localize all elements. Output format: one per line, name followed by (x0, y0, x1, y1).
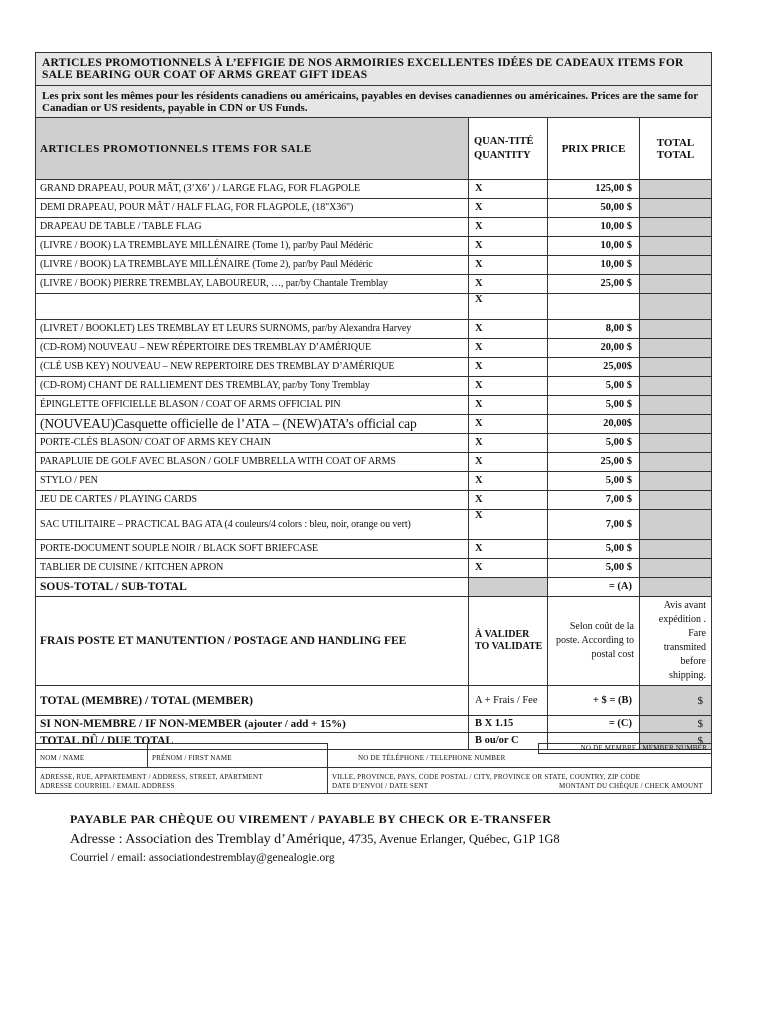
item-total-input[interactable] (640, 491, 712, 510)
item-price: 20,00$ (548, 415, 640, 434)
city-label: VILLE, PROVINCE, PAYS, CODE POSTAL / CITY, PROVINCE OR STATE, COUNTRY, ZIP CODE (332, 773, 641, 781)
item-quantity-input[interactable]: X (469, 396, 548, 415)
column-header-items: ARTICLES PROMOTIONNELS ITEMS FOR SALE (36, 118, 469, 180)
item-price: 8,00 $ (548, 320, 640, 339)
item-row (36, 453, 712, 472)
cheque-amount-label: MONTANT DU CHÈQUE / CHECK AMOUNT (559, 782, 703, 790)
item-quantity-input[interactable]: X (469, 540, 548, 559)
item-price: 10,00 $ (548, 256, 640, 275)
payment-footer (70, 812, 710, 864)
item-quantity-input[interactable]: X (469, 199, 548, 218)
item-name (36, 294, 469, 320)
item-name: DRAPEAU DE TABLE / TABLE FLAG (36, 218, 469, 237)
item-name: (LIVRET / BOOKLET) LES TREMBLAY ET LEURS SURNOMS, par/by Alexandra Harvey (36, 320, 469, 339)
item-total-input[interactable] (640, 218, 712, 237)
payment-method: PAYABLE PAR CHÈQUE OU VIREMENT / PAYABLE BY CHECK OR E-TRANSFER (70, 812, 552, 826)
item-price: 7,00 $ (548, 491, 640, 510)
first-name-field[interactable]: PRÉNOM / FIRST NAME (148, 754, 328, 768)
item-name: STYLO / PEN (36, 472, 469, 491)
item-price: 50,00 $ (548, 199, 640, 218)
member-total-eq: + $ = (B) (548, 686, 640, 716)
item-name: (LIVRE / BOOK) PIERRE TREMBLAY, LABOUREUR, …, par/by Chantale Tremblay (36, 275, 469, 294)
item-quantity-input[interactable]: X (469, 415, 548, 434)
item-name: TABLIER DE CUISINE / KITCHEN APRON (36, 559, 469, 578)
item-price: 5,00 $ (548, 472, 640, 491)
address-label: ADRESSE, RUE, APPARTEMENT / ADDRESS, STREET, APARTMENT (40, 773, 263, 781)
item-total-input[interactable] (640, 358, 712, 377)
item-name: JEU DE CARTES / PLAYING CARDS (36, 491, 469, 510)
item-price: 5,00 $ (548, 396, 640, 415)
item-quantity-input[interactable]: X (469, 339, 548, 358)
item-quantity-input[interactable]: X (469, 180, 548, 199)
item-row (36, 559, 712, 578)
due-total-formula: B ou/or C (469, 733, 548, 750)
item-total-input[interactable] (640, 377, 712, 396)
item-total-input[interactable] (640, 320, 712, 339)
item-row (36, 320, 712, 339)
item-total-input[interactable] (640, 199, 712, 218)
phone-top (328, 744, 539, 754)
item-total-input[interactable] (640, 180, 712, 199)
item-total-input[interactable] (640, 275, 712, 294)
customer-info-table (35, 743, 712, 794)
item-name: PORTE-DOCUMENT SOUPLE NOIR / BLACK SOFT BRIEFCASE (36, 540, 469, 559)
item-row (36, 510, 712, 540)
item-price: 5,00 $ (548, 559, 640, 578)
item-total-input[interactable] (640, 453, 712, 472)
date-sent-label: DATE D’ENVOI / DATE SENT (332, 782, 429, 790)
item-price: 10,00 $ (548, 218, 640, 237)
item-price: 25,00 $ (548, 275, 640, 294)
item-row (36, 540, 712, 559)
item-total-input[interactable] (640, 237, 712, 256)
name-top-left (36, 744, 148, 754)
item-quantity-input[interactable]: X (469, 218, 548, 237)
item-row (36, 472, 712, 491)
item-name: (CLÉ USB KEY) NOUVEAU – NEW REPERTOIRE DES TREMBLAY D’AMÉRIQUE (36, 358, 469, 377)
item-name: DEMI DRAPEAU, POUR MÂT / HALF FLAG, FOR FLAGPOLE, (18"X36") (36, 199, 469, 218)
member-total-input[interactable]: $ (640, 686, 712, 716)
item-row (36, 275, 712, 294)
item-price: 5,00 $ (548, 540, 640, 559)
item-row (36, 218, 712, 237)
item-price (548, 294, 640, 320)
member-total-label: TOTAL (MEMBRE) / TOTAL (MEMBER) (36, 686, 469, 716)
item-row (36, 237, 712, 256)
form-title: ARTICLES PROMOTIONNELS À L’EFFIGIE DE NOS ARMOIRIES EXCELLENTES IDÉES DE CADEAUX ITEMS FOR SALE BEARING OUR COAT OF ARMS GREAT GIFT IDEAS (36, 53, 712, 86)
item-total-input[interactable] (640, 472, 712, 491)
item-total-input[interactable] (640, 559, 712, 578)
first-name-top (148, 744, 328, 754)
item-name: GRAND DRAPEAU, POUR MÂT, (3’X6’ ) / LARGE FLAG, FOR FLAGPOLE (36, 180, 469, 199)
item-price: 5,00 $ (548, 434, 640, 453)
item-row (36, 491, 712, 510)
date-amount-row (332, 782, 707, 791)
due-total-input[interactable]: $ (640, 733, 712, 750)
nonmember-label-rest: (ajouter / add + 15%) (244, 718, 346, 730)
member-number-label: NO DE MEMBRE / MEMBER NUMBER (539, 744, 712, 754)
member-total-formula: A + Frais / Fee (469, 686, 548, 716)
column-header-total: TOTAL TOTAL (640, 118, 712, 180)
item-quantity-input[interactable]: X (469, 491, 548, 510)
postage-total-note: Avis avant expédition . Fare transmited before shipping. (640, 597, 712, 686)
order-form-table (35, 52, 712, 750)
item-quantity-input[interactable]: X (469, 377, 548, 396)
subtotal-label: SOUS-TOTAL / SUB-TOTAL (36, 578, 469, 597)
item-price: 10,00 $ (548, 237, 640, 256)
item-name: (LIVRE / BOOK) LA TREMBLAYE MILLÉNAIRE (Tome 2), par/by Paul Médéric (36, 256, 469, 275)
item-quantity-input[interactable]: X (469, 237, 548, 256)
item-price: 5,00 $ (548, 377, 640, 396)
subtotal-quantity-cell (469, 578, 548, 597)
contact-email: Courriel / email: associationdestremblay@genealogie.org (70, 852, 335, 864)
item-quantity-input[interactable]: X (469, 320, 548, 339)
item-price: 25,00$ (548, 358, 640, 377)
subtotal-formula: = (A) (548, 578, 640, 597)
item-total-input[interactable] (640, 294, 712, 320)
item-quantity-input[interactable]: X (469, 453, 548, 472)
nonmember-total-input[interactable]: $ (640, 716, 712, 733)
item-total-input[interactable] (640, 434, 712, 453)
item-quantity-input[interactable]: X (469, 510, 548, 540)
item-rows (36, 180, 712, 578)
price-note: Les prix sont les mêmes pour les résidents canadiens ou américains, payables en devises canadiennes ou américaines. Prices are the same for Canadian or US residents, payable in CDN or US Funds. (36, 86, 712, 118)
item-name: (CD-ROM) CHANT DE RALLIEMENT DES TREMBLAY, par/by Tony Tremblay (36, 377, 469, 396)
postage-label: FRAIS POSTE ET MANUTENTION / POSTAGE AND HANDLING FEE (36, 597, 469, 686)
nonmember-formula: B X 1.15 (469, 716, 548, 733)
last-name-field[interactable]: NOM / NAME (36, 754, 148, 768)
nonmember-label (36, 716, 469, 733)
item-quantity-input[interactable]: X (469, 358, 548, 377)
item-total-input[interactable] (640, 256, 712, 275)
item-quantity-input[interactable]: X (469, 256, 548, 275)
nonmember-eq: = (C) (548, 716, 640, 733)
item-row (36, 434, 712, 453)
item-name: PORTE-CLÉS BLASON/ COAT OF ARMS KEY CHAIN (36, 434, 469, 453)
column-header-price: PRIX PRICE (548, 118, 640, 180)
item-price: 20,00 $ (548, 339, 640, 358)
item-total-input[interactable] (640, 396, 712, 415)
item-quantity-input[interactable]: X (469, 434, 548, 453)
item-row (36, 377, 712, 396)
item-total-input[interactable] (640, 415, 712, 434)
item-quantity-input[interactable]: X (469, 294, 548, 320)
item-name: (CD-ROM) NOUVEAU – NEW RÉPERTOIRE DES TREMBLAY D’AMÉRIQUE (36, 339, 469, 358)
mailing-address (70, 832, 710, 848)
due-total-label: TOTAL DÛ / DUE TOTAL (36, 733, 469, 750)
item-name: (LIVRE / BOOK) LA TREMBLAYE MILLÉNAIRE (Tome 1), par/by Paul Médéric (36, 237, 469, 256)
item-price: 125,00 $ (548, 180, 640, 199)
item-row (36, 358, 712, 377)
item-price: 7,00 $ (548, 510, 640, 540)
email-label: ADRESSE COURRIEL / EMAIL ADDRESS (40, 782, 175, 790)
subtotal-total-input[interactable] (640, 578, 712, 597)
address-field[interactable] (36, 768, 328, 794)
item-name: SAC UTILITAIRE – PRACTICAL BAG ATA (4 couleurs/4 colors : bleu, noir, orange ou vert) (36, 510, 469, 540)
item-name: ÉPINGLETTE OFFICIELLE BLASON / COAT OF ARMS OFFICIAL PIN (36, 396, 469, 415)
item-total-input[interactable] (640, 510, 712, 540)
item-row (36, 256, 712, 275)
city-field[interactable] (328, 768, 712, 794)
column-header-quantity: QUAN-TITÉ QUANTITY (469, 118, 548, 180)
item-name: PARAPLUIE DE GOLF AVEC BLASON / GOLF UMBRELLA WITH COAT OF ARMS (36, 453, 469, 472)
nonmember-label-bold: SI NON-MEMBRE / IF NON-MEMBER (40, 718, 242, 730)
item-name: (NOUVEAU)Casquette officielle de l’ATA – (NEW)ATA’s official cap (36, 415, 469, 434)
item-row (36, 415, 712, 434)
item-row (36, 339, 712, 358)
item-quantity-input[interactable]: X (469, 559, 548, 578)
address-street: 4735, Avenue Erlanger, Québec, G1P 1G8 (348, 832, 560, 846)
item-row (36, 294, 712, 320)
item-row (36, 180, 712, 199)
item-row (36, 199, 712, 218)
item-price: 25,00 $ (548, 453, 640, 472)
item-row (36, 396, 712, 415)
postage-price-note: Selon coût de la poste. According to postal cost (548, 597, 640, 686)
postage-validate: À VALIDER TO VALIDATE (469, 597, 548, 686)
item-total-input[interactable] (640, 339, 712, 358)
phone-field[interactable]: NO DE TÉLÉPHONE / TELEPHONE NUMBER (328, 754, 712, 768)
address-label-text: Adresse : Association des Tremblay d’Amérique, (70, 832, 346, 847)
item-total-input[interactable] (640, 540, 712, 559)
item-quantity-input[interactable]: X (469, 275, 548, 294)
item-quantity-input[interactable]: X (469, 472, 548, 491)
